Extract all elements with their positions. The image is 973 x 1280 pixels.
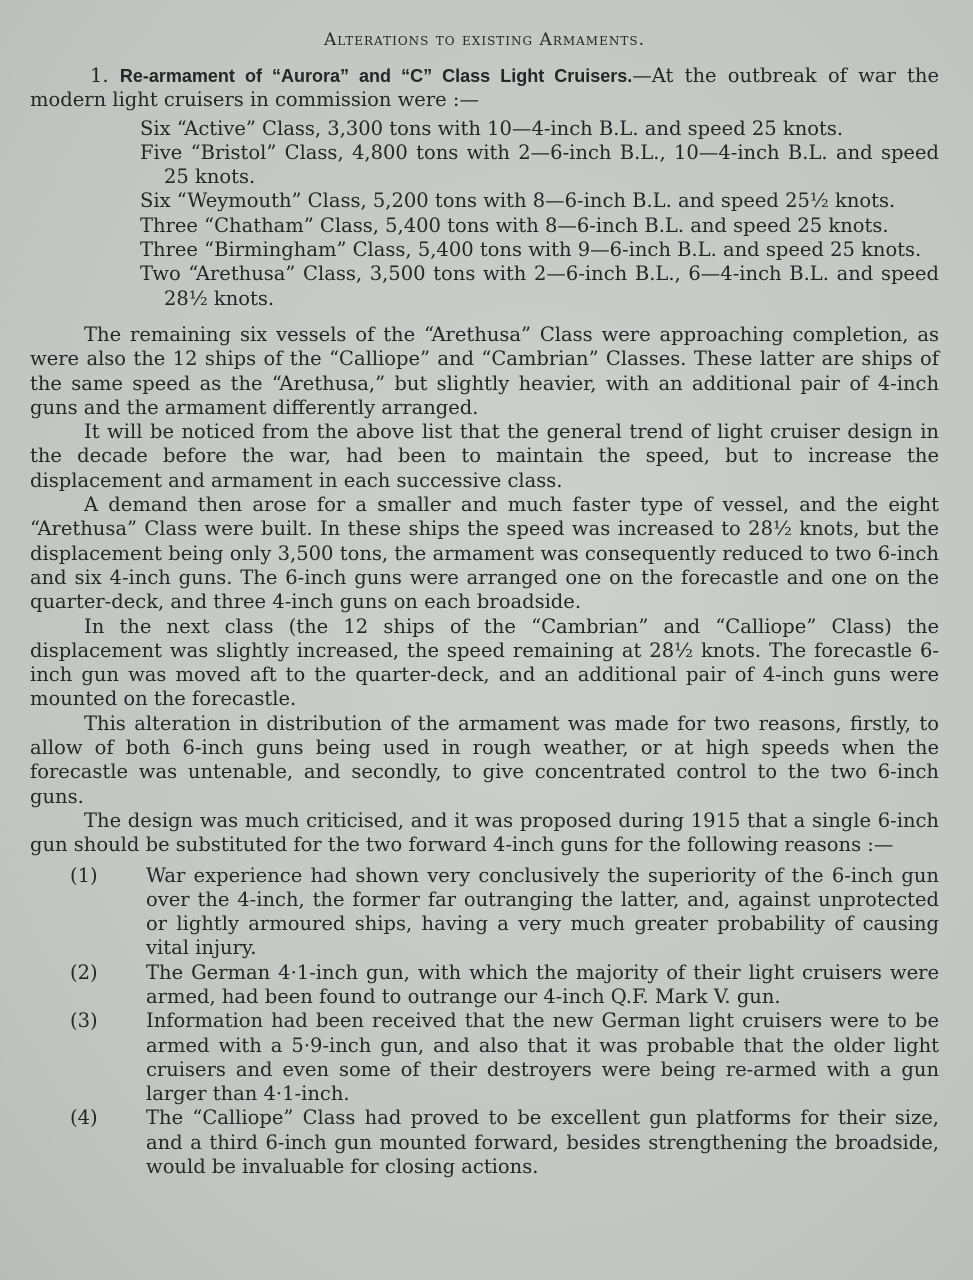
class-item: Five “Bristol” Class, 4,800 tons with 2—6-inch B.L., 10—4-inch B.L. and speed 25 knots. bbox=[140, 140, 939, 189]
section-intro-text: —At the outbreak of war the modern light cruisers in commission were :— bbox=[30, 64, 939, 112]
section-number: 1. bbox=[90, 64, 109, 87]
reason-number: (3) bbox=[70, 1009, 98, 1033]
paragraph: In the next class (the 12 ships of the “Cambrian” and “Calliope” Class) the displacement was slightly increased, the speed remaining at 28½ knots. The forecastle 6-inch gun was moved aft to the quarter-deck, and an additional pair of 4-inch guns were mounted on the forecastle. bbox=[30, 614, 939, 711]
reason-item bbox=[30, 1106, 939, 1179]
reason-text: War experience had shown very conclusively the superiority of the 6-inch gun over the 4-inch, the former far outranging the latter, and, against unprotected or lightly armoured ships, having a very much greater probability of causing vital injury. bbox=[146, 863, 939, 960]
reason-item bbox=[30, 961, 939, 1010]
reason-number: (4) bbox=[70, 1106, 98, 1130]
cruiser-class-list bbox=[30, 117, 939, 311]
page-heading: Alterations to existing Armaments. bbox=[324, 30, 645, 50]
reason-number: (1) bbox=[70, 863, 98, 887]
class-item: Three “Birmingham” Class, 5,400 tons with 9—6-inch B.L. and speed 25 knots. bbox=[140, 238, 922, 262]
section-title: Re-armament of “Aurora” and “C” Class Light Cruisers. bbox=[119, 66, 633, 86]
paragraph: It will be noticed from the above list that the general trend of light cruiser design in the decade before the war, had been to maintain the speed, but to increase the displacement and armament in each successive class. bbox=[30, 420, 939, 492]
class-item: Three “Chatham” Class, 5,400 tons with 8—6-inch B.L. and speed 25 knots. bbox=[140, 213, 889, 237]
reason-text: Information had been received that the new German light cruisers were to be armed with a 5·9-inch gun, and also that it was probable that the older light cruisers and even some of their destroyers were being re-armed with a gun larger than 4·1-inch. bbox=[146, 1009, 939, 1106]
paragraph: A demand then arose for a smaller and much faster type of vessel, and the eight “Arethusa” Class were built. In these ships the speed was increased to 28½ knots, but the displacement being only 3,500 tons, the armament was consequently reduced to two 6-inch and six 4-inch guns. The 6-inch guns were arranged one on the forecastle and one on the quarter-deck, and three 4-inch guns on each broadside. bbox=[30, 493, 939, 614]
class-item: Two “Arethusa” Class, 3,500 tons with 2—6-inch B.L., 6—4-inch B.L. and speed 28½ knots. bbox=[140, 262, 939, 310]
section-intro bbox=[30, 64, 939, 113]
paragraph: The design was much criticised, and it was proposed during 1915 that a single 6-inch gun should be substituted for the two forward 4-inch guns for the following reasons :— bbox=[30, 808, 939, 857]
paragraph: This alteration in distribution of the armament was made for two reasons, firstly, to allow of both 6-inch guns being used in rough weather, or at high speeds when the forecastle was untenable, and secondly, to give concentrated control to the two 6-inch guns. bbox=[30, 711, 939, 808]
class-item: Six “Weymouth” Class, 5,200 tons with 8—6-inch B.L. and speed 25½ knots. bbox=[140, 189, 896, 213]
reason-text: The German 4·1-inch gun, with which the majority of their light cruisers were armed, had been found to outrange our 4-inch Q.F. Mark V. gun. bbox=[146, 960, 939, 1008]
reason-text: The “Calliope” Class had proved to be excellent gun platforms for their size, and a third 6-inch gun mounted forward, besides strengthening the broadside, would be invaluable for closing actions. bbox=[146, 1106, 939, 1179]
class-item: Six “Active” Class, 3,300 tons with 10—4-inch B.L. and speed 25 knots. bbox=[140, 116, 844, 140]
reason-number: (2) bbox=[70, 960, 98, 984]
paragraph: The remaining six vessels of the “Arethusa” Class were approaching completion, as were also the 12 ships of the “Calliope” and “Cambrian” Classes. These latter are ships of the same speed as the “Arethusa,” but slightly heavier, with an additional pair of 4-inch guns and the armament differently arranged. bbox=[30, 322, 939, 419]
reasons-list bbox=[30, 864, 939, 1180]
reason-item bbox=[30, 864, 939, 961]
reason-item bbox=[30, 1009, 939, 1106]
